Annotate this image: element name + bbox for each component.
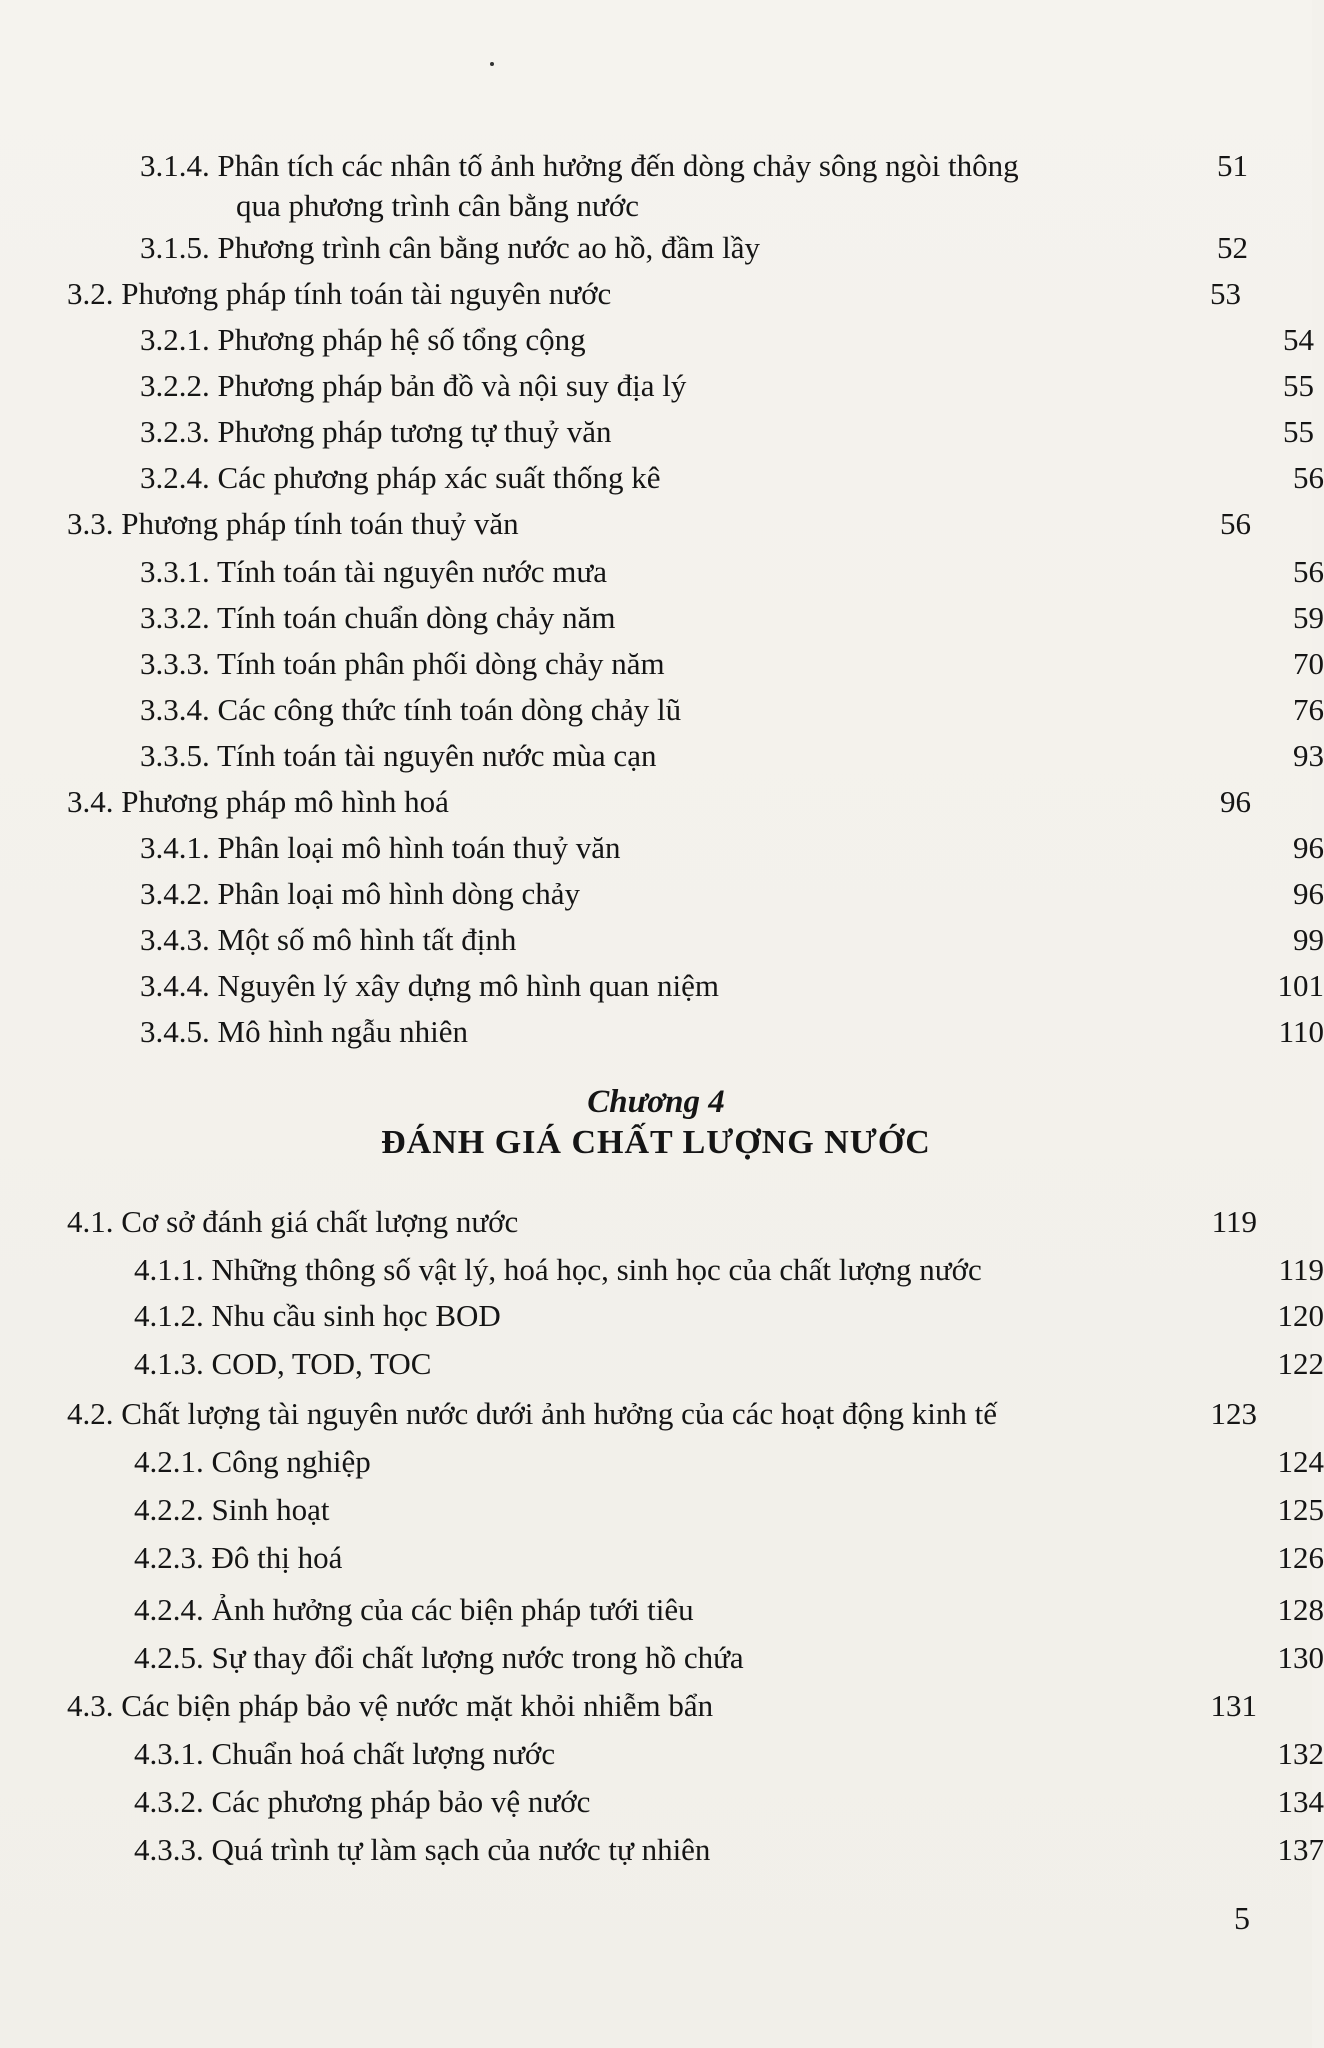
toc-entry-4-2-1[interactable] [134,1442,1324,1482]
toc-entry-label: 3.3.4. Các công thức tính toán dòng chảy lũ [140,692,682,727]
toc-entry-label: 4.3.3. Quá trình tự làm sạch của nước tự nhiên [134,1832,711,1867]
toc-entry-page: 119 [1278,1252,1324,1287]
toc-entry-page: 130 [1277,1640,1324,1675]
toc-entry-label: 3.2.2. Phương pháp bản đồ và nội suy địa lý [140,368,687,403]
toc-entry-3-3-5[interactable] [140,736,1324,776]
toc-entry-3-4-3[interactable] [140,920,1324,960]
toc-entry-label: 4.3.2. Các phương pháp bảo vệ nước [134,1784,591,1819]
toc-entry-page: 131 [1210,1688,1257,1723]
toc-entry-label: 4.1.1. Những thông số vật lý, hoá học, sinh học của chất lượng nước [134,1252,982,1287]
toc-entry-3-4[interactable] [67,782,1251,822]
toc-entry-page: 96 [1293,876,1324,911]
toc-entry-4-2-2[interactable] [134,1490,1324,1530]
toc-entry-page: 93 [1293,738,1324,773]
toc-entry-3-2-4[interactable] [140,458,1324,498]
toc-entry-page: 56 [1293,554,1324,589]
toc-entry-page: 53 [1210,276,1241,311]
toc-entry-label: 3.4.2. Phân loại mô hình dòng chảy [140,876,580,911]
toc-entry-page: 56 [1220,506,1251,541]
toc-entry-label: 4.2.2. Sinh hoạt [134,1492,330,1527]
toc-entry-label: 4.2.4. Ảnh hưởng của các biện pháp tưới tiêu [134,1592,694,1627]
toc-entry-label: 3.3.5. Tính toán tài nguyên nước mùa cạn [140,738,657,773]
toc-entry-label: 3.4.4. Nguyên lý xây dựng mô hình quan niệm [140,968,720,1003]
toc-entry-label: 4.2.3. Đô thị hoá [134,1540,343,1575]
toc-entry-label: 3.4. Phương pháp mô hình hoá [67,784,449,819]
toc-entry-page: 122 [1277,1346,1324,1381]
toc-entry-3-3-1[interactable] [140,552,1324,592]
toc-entry-label: 3.4.1. Phân loại mô hình toán thuỷ văn [140,830,621,865]
toc-entry-label: 3.4.5. Mô hình ngẫu nhiên [140,1014,469,1049]
toc-entry-4-3-1[interactable] [134,1734,1324,1774]
toc-entry-page: 51 [1217,148,1248,183]
toc-entry-label: 3.4.3. Một số mô hình tất định [140,922,517,957]
toc-entry-page: 70 [1293,646,1324,681]
toc-entry-4-1-1[interactable] [134,1250,1324,1290]
toc-entry-label: 3.3.3. Tính toán phân phối dòng chảy năm [140,646,665,681]
toc-entry-label: 4.3. Các biện pháp bảo vệ nước mặt khỏi nhiễm bẩn [67,1688,714,1723]
toc-entry-4-2[interactable] [67,1394,1257,1434]
toc-entry-4-3[interactable] [67,1686,1257,1726]
page-number: 5 [1234,1900,1250,1936]
toc-entry-page: 96 [1293,830,1324,865]
toc-entry-label: 4.2.5. Sự thay đổi chất lượng nước trong hồ chứa [134,1640,744,1675]
toc-entry-label: 3.3. Phương pháp tính toán thuỷ văn [67,506,519,541]
toc-entry-page: 123 [1210,1396,1257,1431]
toc-entry-label: 4.2.1. Công nghiệp [134,1444,371,1479]
toc-entry-label: 3.2.4. Các phương pháp xác suất thống kê [140,460,661,495]
toc-entry-3-2-1[interactable] [140,320,1314,360]
toc-entry-page: 59 [1293,600,1324,635]
toc-entry-page: 132 [1277,1736,1324,1771]
toc-entry-label: 3.3.1. Tính toán tài nguyên nước mưa [140,554,607,589]
toc-entry-label: 4.1.3. COD, TOD, TOC [134,1346,432,1381]
toc-entry-page: 125 [1277,1492,1324,1527]
toc-entry-3-3-4[interactable] [140,690,1324,730]
toc-entry-page: 124 [1277,1444,1324,1479]
toc-entry-page: 54 [1283,322,1314,357]
toc-entry-4-2-3[interactable] [134,1538,1324,1578]
toc-entry-page: 76 [1293,692,1324,727]
toc-entry-page: 55 [1283,414,1314,449]
toc-entry-page: 119 [1211,1204,1257,1239]
toc-entry-label: 4.2. Chất lượng tài nguyên nước dưới ảnh hưởng của các hoạt động kinh tế [67,1396,997,1431]
toc-entry-3-1-4[interactable] [140,146,1248,186]
toc-entry-page: 110 [1278,1014,1324,1049]
toc-entry-4-1[interactable] [67,1202,1257,1242]
toc-entry-page: 128 [1277,1592,1324,1627]
toc-entry-page: 96 [1220,784,1251,819]
toc-entry-label: 4.1.2. Nhu cầu sinh học BOD [134,1298,501,1333]
toc-entry-3-3-2[interactable] [140,598,1324,638]
toc-entry-4-1-2[interactable] [134,1296,1324,1336]
toc-entry-3-1-5[interactable] [140,228,1248,268]
toc-entry-label: 3.1.4. Phân tích các nhân tố ảnh hưởng đến dòng chảy sông ngòi thông [140,148,1019,183]
toc-entry-label: 3.2. Phương pháp tính toán tài nguyên nước [67,276,612,311]
toc-entry-3-3[interactable] [67,504,1251,544]
toc-entry-4-3-2[interactable] [134,1782,1324,1822]
toc-entry-3-4-1[interactable] [140,828,1324,868]
toc-entry-4-2-5[interactable] [134,1638,1324,1678]
toc-entry-label: 3.3.2. Tính toán chuẩn dòng chảy năm [140,600,616,635]
toc-entry-page: 137 [1277,1832,1324,1867]
toc-entry-4-3-3[interactable] [134,1830,1324,1870]
toc-entry-label: 3.2.3. Phương pháp tương tự thuỷ văn [140,414,612,449]
speck [490,62,494,66]
toc-entry-page: 56 [1293,460,1324,495]
toc-entry-3-4-4[interactable] [140,966,1324,1006]
toc-entry-page: 126 [1277,1540,1324,1575]
toc-entry-page: 101 [1277,968,1324,1003]
toc-entry-page: 134 [1277,1784,1324,1819]
toc-entry-4-1-3[interactable] [134,1344,1324,1384]
toc-entry-3-3-3[interactable] [140,644,1324,684]
toc-entry-page: 52 [1217,230,1248,265]
toc-entry-page: 99 [1293,922,1324,957]
toc-entry-3-4-2[interactable] [140,874,1324,914]
toc-entry-label: 4.1. Cơ sở đánh giá chất lượng nước [67,1204,519,1239]
toc-entry-3-2-3[interactable] [140,412,1314,452]
toc-entry-4-2-4[interactable] [134,1590,1324,1630]
toc-entry-3-2[interactable] [67,274,1241,314]
toc-entry-label: 4.3.1. Chuẩn hoá chất lượng nước [134,1736,556,1771]
toc-entry-page: 55 [1283,368,1314,403]
toc-entry-page: 120 [1277,1298,1324,1333]
toc-entry-3-2-2[interactable] [140,366,1314,406]
toc-entry-3-4-5[interactable] [140,1012,1324,1052]
chapter-label: Chương 4 [587,1084,725,1120]
chapter-title: ĐÁNH GIÁ CHẤT LƯỢNG NƯỚC [381,1124,931,1161]
toc-entry-3-1-4-continuation: qua phương trình cân bằng nước [236,188,639,223]
toc-entry-label: 3.2.1. Phương pháp hệ số tổng cộng [140,322,586,357]
toc-entry-label: 3.1.5. Phương trình cân bằng nước ao hồ, đầm lầy [140,230,760,265]
